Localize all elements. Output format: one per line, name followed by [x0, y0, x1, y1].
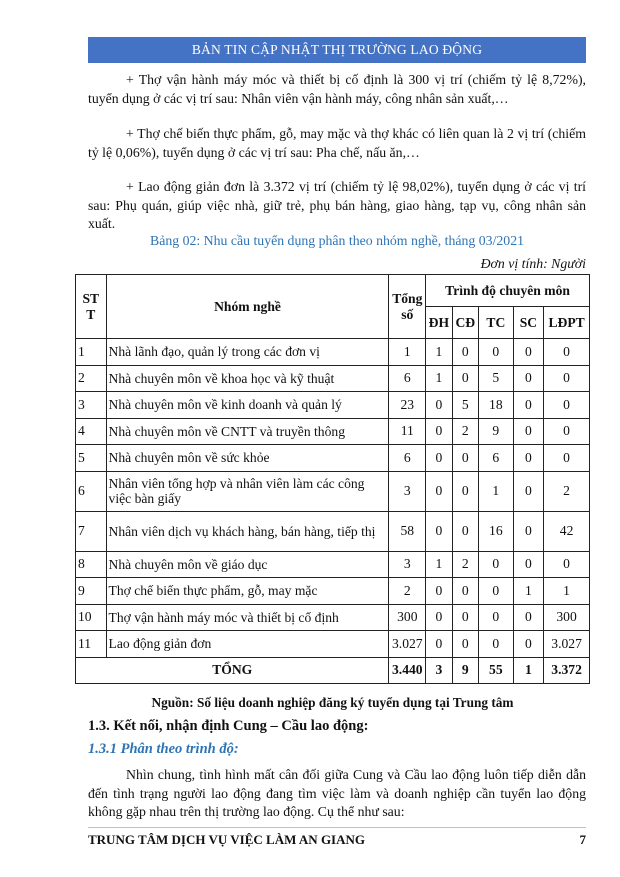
- table-row: [76, 418, 590, 445]
- row-value: 0: [426, 604, 452, 631]
- recruitment-table: [75, 274, 590, 684]
- total-cell: 3.440: [389, 657, 426, 683]
- row-value: 0: [513, 445, 544, 472]
- row-index: 10: [76, 604, 107, 631]
- row-value: 11: [389, 418, 426, 445]
- row-value: 0: [513, 339, 544, 366]
- total-cell: 9: [452, 657, 478, 683]
- row-value: 0: [479, 578, 514, 605]
- row-value: 5: [452, 392, 478, 419]
- row-value: 0: [544, 365, 590, 392]
- row-value: 0: [513, 511, 544, 551]
- section-subheading: 1.3.1 Phân theo trình độ:: [88, 741, 239, 757]
- row-group-name: Nhà chuyên môn về kinh doanh và quản lý: [106, 392, 389, 419]
- row-value: 0: [452, 511, 478, 551]
- row-value: 1: [479, 471, 514, 511]
- row-index: 1: [76, 339, 107, 366]
- row-group-name: Nhân viên tổng hợp và nhân viên làm các công việc bàn giấy: [106, 471, 389, 511]
- header-ldpt: LĐPT: [544, 307, 590, 339]
- row-value: 0: [513, 418, 544, 445]
- row-value: 0: [544, 418, 590, 445]
- row-value: 1: [544, 578, 590, 605]
- table-unit: Đơn vị tính: Người: [480, 256, 586, 271]
- paragraph-simple-labor: + Lao động giản đơn là 3.372 vị trí (chiếm tỷ lệ 98,02%), tuyển dụng ở các vị trí sau: Phụ quán, giúp việc nhà, giữ trẻ, phụ bán hàng, giao hàng, tạp vụ, công nhân sản xuất.: [88, 179, 586, 231]
- row-index: 6: [76, 471, 107, 511]
- row-value: 0: [426, 578, 452, 605]
- table-row: [76, 392, 590, 419]
- row-value: 1: [426, 365, 452, 392]
- row-value: 2: [389, 578, 426, 605]
- row-group-name: Thợ vận hành máy móc và thiết bị cố định: [106, 604, 389, 631]
- total-cell: 1: [513, 657, 544, 683]
- row-value: 0: [513, 551, 544, 578]
- total-cell: 3.372: [544, 657, 590, 683]
- row-value: 0: [513, 471, 544, 511]
- row-index: 11: [76, 631, 107, 658]
- row-value: 0: [479, 631, 514, 658]
- row-value: 2: [452, 418, 478, 445]
- row-value: 0: [426, 418, 452, 445]
- table-row: [76, 511, 590, 551]
- row-value: 3.027: [544, 631, 590, 658]
- row-value: 6: [479, 445, 514, 472]
- row-group-name: Nhà chuyên môn về CNTT và truyền thông: [106, 418, 389, 445]
- row-group-name: Nhân viên dịch vụ khách hàng, bán hàng, tiếp thị: [106, 511, 389, 551]
- row-value: 5: [479, 365, 514, 392]
- row-value: 0: [513, 604, 544, 631]
- row-value: 42: [544, 511, 590, 551]
- row-index: 9: [76, 578, 107, 605]
- header-dh: ĐH: [426, 307, 452, 339]
- table-row: [76, 604, 590, 631]
- row-group-name: Nhà chuyên môn về sức khỏe: [106, 445, 389, 472]
- row-value: 300: [544, 604, 590, 631]
- header-cd: CĐ: [452, 307, 478, 339]
- total-cell: 55: [479, 657, 514, 683]
- row-value: 0: [544, 445, 590, 472]
- row-group-name: Nhà lãnh đạo, quản lý trong các đơn vị: [106, 339, 389, 366]
- row-value: 0: [452, 339, 478, 366]
- row-value: 0: [544, 551, 590, 578]
- header-level: Trình độ chuyên môn: [426, 275, 590, 307]
- total-cell: 3: [426, 657, 452, 683]
- header-stt: ST T: [76, 275, 107, 339]
- table-row: [76, 578, 590, 605]
- header-group: Nhóm nghề: [106, 275, 389, 339]
- row-value: 2: [452, 551, 478, 578]
- row-value: 1: [389, 339, 426, 366]
- header-sc: SC: [513, 307, 544, 339]
- row-value: 0: [513, 392, 544, 419]
- row-value: 6: [389, 445, 426, 472]
- table-source: Nguồn: Số liệu doanh nghiệp đăng ký tuyển dụng tại Trung tâm: [151, 695, 514, 710]
- row-value: 16: [479, 511, 514, 551]
- row-value: 0: [452, 578, 478, 605]
- row-value: 0: [426, 392, 452, 419]
- row-value: 3: [389, 551, 426, 578]
- table-row: [76, 445, 590, 472]
- row-value: 0: [452, 365, 478, 392]
- table-caption: Bảng 02: Nhu cầu tuyển dụng phân theo nhóm nghề, tháng 03/2021: [150, 233, 524, 248]
- table-row: [76, 365, 590, 392]
- row-value: 0: [452, 604, 478, 631]
- row-value: 0: [513, 365, 544, 392]
- row-value: 3.027: [389, 631, 426, 658]
- section-heading: 1.3. Kết nối, nhận định Cung – Cầu lao động:: [88, 718, 369, 734]
- footer-org: TRUNG TÂM DỊCH VỤ VIỆC LÀM AN GIANG: [88, 832, 365, 847]
- table-row: [76, 471, 590, 511]
- row-value: 1: [513, 578, 544, 605]
- row-value: 0: [426, 631, 452, 658]
- row-value: 300: [389, 604, 426, 631]
- row-value: 0: [513, 631, 544, 658]
- header-total: Tổng số: [389, 275, 426, 339]
- row-group-name: Nhà chuyên môn về khoa học và kỹ thuật: [106, 365, 389, 392]
- row-value: 1: [426, 339, 452, 366]
- row-value: 0: [544, 339, 590, 366]
- row-value: 0: [426, 445, 452, 472]
- page-number: 7: [579, 832, 586, 847]
- total-label: TỔNG: [76, 657, 389, 683]
- row-value: 9: [479, 418, 514, 445]
- section-body: Nhìn chung, tình hình mất cân đối giữa Cung và Cầu lao động luôn tiếp diễn dẫn đến tình trạng người lao động đang tìm việc làm và doanh nghiệp cần tuyển lao động không gặp nhau trên thị trường lao động. Cụ thể như sau:: [88, 767, 586, 819]
- total-row: [76, 657, 590, 683]
- row-value: 1: [426, 551, 452, 578]
- row-value: 0: [452, 631, 478, 658]
- row-group-name: Nhà chuyên môn về giáo dục: [106, 551, 389, 578]
- footer-divider: [88, 827, 586, 828]
- row-value: 0: [479, 604, 514, 631]
- table-row: [76, 339, 590, 366]
- row-index: 5: [76, 445, 107, 472]
- row-value: 2: [544, 471, 590, 511]
- row-value: 0: [544, 392, 590, 419]
- table-body: [76, 339, 590, 658]
- row-group-name: Thợ chế biến thực phẩm, gỗ, may mặc: [106, 578, 389, 605]
- row-value: 0: [479, 339, 514, 366]
- row-value: 18: [479, 392, 514, 419]
- paragraph-food-processing: + Thợ chế biến thực phẩm, gỗ, may mặc và thợ khác có liên quan là 2 vị trí (chiếm tỷ lệ 0,06%), tuyển dụng ở các vị trí sau: Pha chế, nấu ăn,…: [88, 126, 586, 160]
- row-index: 3: [76, 392, 107, 419]
- row-index: 7: [76, 511, 107, 551]
- row-value: 0: [479, 551, 514, 578]
- header-banner: BẢN TIN CẬP NHẬT THỊ TRƯỜNG LAO ĐỘNG: [88, 37, 586, 63]
- row-value: 0: [452, 445, 478, 472]
- row-value: 58: [389, 511, 426, 551]
- row-value: 23: [389, 392, 426, 419]
- row-index: 8: [76, 551, 107, 578]
- row-value: 3: [389, 471, 426, 511]
- row-index: 4: [76, 418, 107, 445]
- row-group-name: Lao động giản đơn: [106, 631, 389, 658]
- row-value: 0: [452, 471, 478, 511]
- row-index: 2: [76, 365, 107, 392]
- header-tc: TC: [479, 307, 514, 339]
- row-value: 6: [389, 365, 426, 392]
- paragraph-machine-operators: + Thợ vận hành máy móc và thiết bị cố định là 300 vị trí (chiếm tỷ lệ 8,72%), tuyển dụng ở các vị trí sau: Nhân viên vận hành máy, công nhân sản xuất,…: [88, 72, 586, 106]
- row-value: 0: [426, 471, 452, 511]
- table-row: [76, 631, 590, 658]
- table-row: [76, 551, 590, 578]
- row-value: 0: [426, 511, 452, 551]
